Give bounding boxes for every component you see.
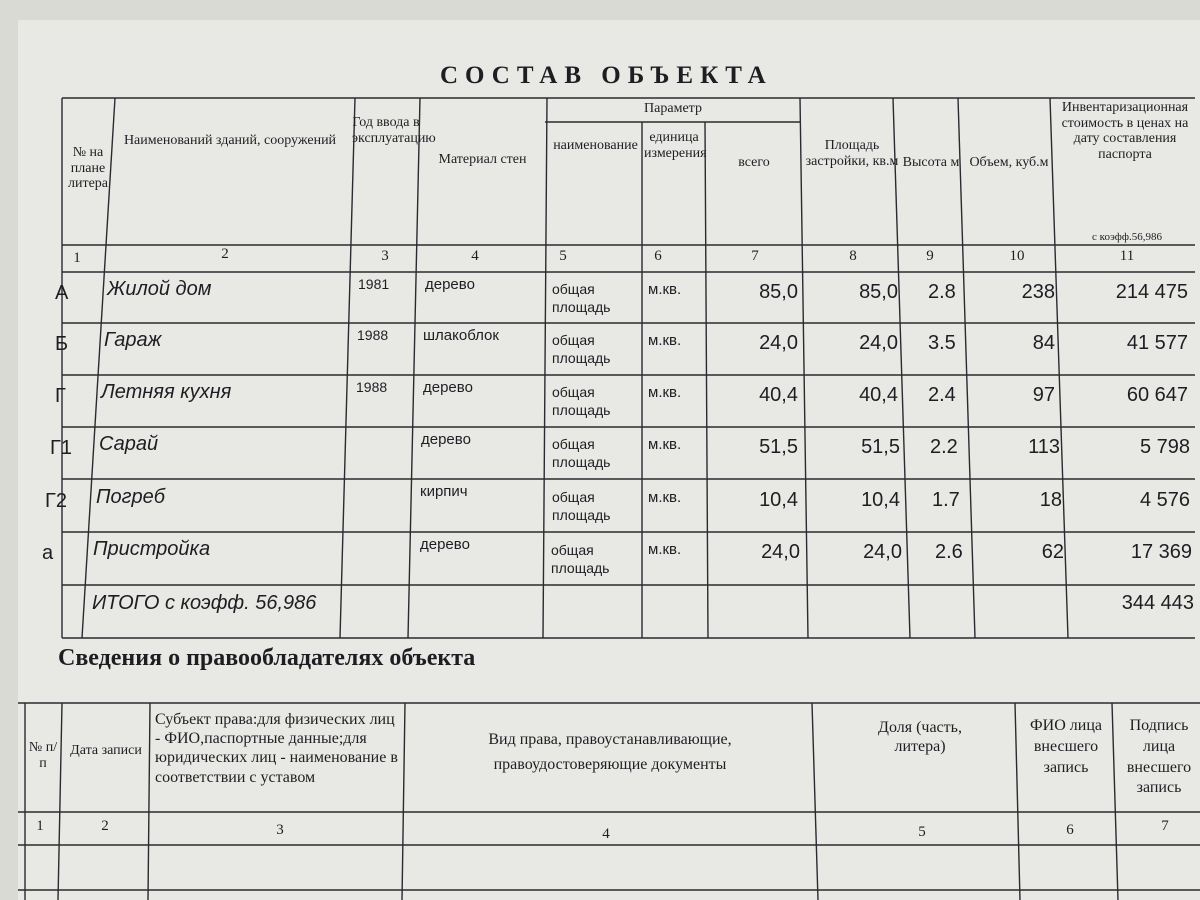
row-unit: м.кв. [648, 332, 682, 349]
row-litera: А [55, 282, 69, 304]
row-litera: Г [55, 385, 66, 407]
header-year: Год ввода в эксплуатацию [352, 115, 436, 146]
header-height: Высота м [902, 155, 960, 170]
owners-header-signature: Подпись лица внесшего запись [1126, 717, 1192, 797]
row-unit: м.кв. [648, 489, 682, 506]
row-year: 1981 [358, 276, 390, 292]
column-number: 4 [471, 248, 479, 264]
row-volume: 113 [1028, 436, 1060, 458]
header-built-area: Площадь застройки, кв.м [805, 138, 899, 169]
row-total: 24,0 [761, 541, 800, 563]
header-unit: единица измерения [644, 130, 707, 161]
row-unit: м.кв. [648, 281, 682, 298]
owners-header-subject: Субъект права:для физических лиц - ФИО,паспортные данные;для юридических лиц - наименование в соответствии с уставом [155, 711, 398, 786]
row-building-name: Жилой дом [107, 278, 212, 300]
column-number: 2 [221, 246, 229, 262]
row-total: 10,4 [759, 489, 798, 511]
column-number: 9 [926, 248, 934, 264]
row-building-name: Гараж [104, 329, 162, 351]
header-volume: Объем, куб.м [969, 155, 1049, 170]
row-param-name: общая площадь [552, 384, 611, 418]
row-litera: Г2 [45, 490, 67, 512]
row-unit: м.кв. [648, 436, 682, 453]
owners-header-recorder: ФИО лица внесшего запись [1030, 717, 1102, 776]
column-number: 1 [73, 250, 81, 266]
row-param-name: общая площадь [552, 332, 611, 366]
row-total: 40,4 [759, 384, 798, 406]
row-cost: 60 647 [1126, 384, 1188, 406]
row-material: дерево [423, 379, 473, 396]
row-total: 51,5 [759, 436, 798, 458]
header-total: всего [738, 155, 770, 170]
owners-header-share: Доля (часть, литера) [878, 719, 962, 756]
row-cost: 17 369 [1130, 541, 1192, 563]
row-building-name: Пристройка [93, 538, 211, 560]
row-unit: м.кв. [648, 541, 682, 558]
row-cost: 214 475 [1115, 281, 1188, 303]
row-material: шлакоблок [423, 327, 499, 344]
column-number: 8 [849, 248, 857, 264]
page-title: СОСТАВ ОБЪЕКТА [440, 62, 773, 89]
row-built-area: 10,4 [861, 489, 900, 511]
row-param-name: общая площадь [552, 489, 611, 523]
owners-header-right-type: Вид права, правоустанавливающие, правоудостоверяющие документы [488, 731, 732, 773]
owners-column-number: 4 [602, 826, 610, 842]
row-built-area: 51,5 [861, 436, 900, 458]
row-building-name: Сарай [99, 433, 159, 455]
total-row-cost: 344 443 [1121, 592, 1194, 614]
header-building-name: Наименований зданий, сооружений [123, 133, 337, 148]
row-total: 24,0 [759, 332, 798, 354]
header-material: Материал стен [438, 152, 527, 167]
total-row-label: ИТОГО с коэфф. 56,986 [92, 592, 317, 614]
row-height: 1.7 [932, 489, 960, 511]
row-material: дерево [425, 276, 475, 293]
row-cost: 4 576 [1139, 489, 1190, 511]
row-built-area: 24,0 [859, 332, 898, 354]
row-litera: а [42, 542, 54, 564]
owners-column-number: 5 [918, 824, 926, 840]
row-volume: 62 [1041, 541, 1064, 563]
column-number: 7 [751, 248, 759, 264]
row-height: 3.5 [928, 332, 956, 354]
row-height: 2.2 [930, 436, 958, 458]
owners-column-number: 3 [276, 822, 284, 838]
row-building-name: Погреб [96, 486, 165, 508]
header-param-group: Параметр [644, 101, 702, 116]
column-number: 6 [654, 248, 662, 264]
owners-column-number: 6 [1066, 822, 1074, 838]
row-total: 85,0 [759, 281, 798, 303]
column-number: 3 [381, 248, 389, 264]
row-volume: 238 [1021, 281, 1055, 303]
row-param-name: общая площадь [551, 542, 610, 576]
header-cost: Инвентаризационная стоимость в ценах на дату составления паспорта [1061, 100, 1189, 163]
row-cost: 41 577 [1126, 332, 1188, 354]
row-height: 2.4 [928, 384, 956, 406]
row-volume: 84 [1032, 332, 1055, 354]
header-cost-note: с коэфф.56,986 [1092, 231, 1162, 243]
row-litera: Б [55, 333, 69, 355]
column-number: 11 [1119, 248, 1135, 264]
row-built-area: 40,4 [859, 384, 898, 406]
row-year: 1988 [357, 327, 389, 343]
owners-column-number: 2 [101, 818, 109, 834]
row-material: дерево [421, 431, 471, 448]
row-built-area: 24,0 [863, 541, 902, 563]
row-cost: 5 798 [1139, 436, 1190, 458]
row-height: 2.6 [935, 541, 963, 563]
owners-section-title: Сведения о правообладателях объекта [58, 645, 476, 671]
row-building-name: Летняя кухня [101, 381, 232, 403]
row-param-name: общая площадь [552, 281, 611, 315]
row-litera: Г1 [50, 437, 72, 459]
header-litera: № на плане литера [67, 145, 109, 192]
row-year: 1988 [356, 379, 388, 395]
row-material: кирпич [420, 483, 468, 500]
row-volume: 97 [1032, 384, 1055, 406]
owners-column-number: 1 [36, 818, 44, 834]
header-param-name: наименование [553, 138, 638, 153]
column-number: 10 [1009, 248, 1025, 264]
owners-column-number: 7 [1161, 818, 1169, 834]
row-param-name: общая площадь [552, 436, 611, 470]
row-unit: м.кв. [648, 384, 682, 401]
row-built-area: 85,0 [859, 281, 898, 303]
column-number: 5 [559, 248, 567, 264]
row-height: 2.8 [928, 281, 956, 303]
owners-header-number: № п/п [28, 740, 58, 771]
row-volume: 18 [1039, 489, 1062, 511]
owners-header-date: Дата записи [70, 743, 142, 758]
row-material: дерево [420, 536, 470, 553]
